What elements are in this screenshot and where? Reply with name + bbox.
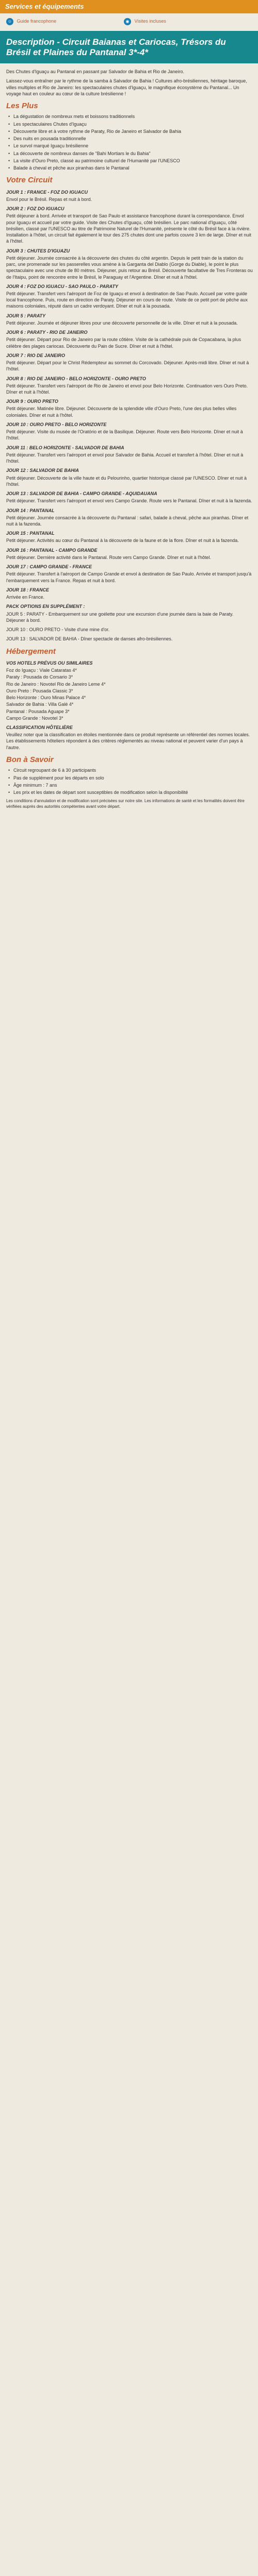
day-text: Petit déjeuner. Dernière activité dans le Pantanal. Route vers Campo Grande. Dîner et nuit à l'hôtel. — [6, 554, 211, 560]
good-to-know-title: Bon à Savoir — [6, 755, 54, 764]
guide-francophone-label: Guide francophone — [17, 19, 57, 24]
day-text: Petit déjeuner. Découverte de la ville haute et du Pelourinho, quartier historique classé par l'UNESCO. Dîner et nuit à l'hôtel. — [6, 475, 247, 487]
day-text: Petit déjeuner. Journée et déjeuner libres pour une découverte personnelle de la ville. Dîner et nuit à la pousada. — [6, 320, 238, 326]
day-title: JOUR 10 : OURO PRETO - BELO HORIZONTE — [6, 421, 107, 427]
services-header — [0, 0, 258, 13]
plus-item: • La découverte de nombreux danses de "Bahi Mortiars le du Bahia" — [13, 150, 253, 157]
day-text: Petit déjeuner. Journée consacrée à la découverte des chutes du côté argentin. Depuis le petit train de la station du parc, une promenade sur les passerelles vous amène à la Garganta del Diablo (Gorge du Diable), le point le plus spectaculaire avec une chute de 80 mètres. Déjeuner, puis retour au Brésil. Découverte facultative de Tres Fronteras ou de l'Itaipu, point de rencontre entre le Brésil, le Paraguay et l'Argentine. Dîner et nuit à l'hôtel. — [6, 255, 253, 280]
hotels-subtitle: VOS HOTELS PRÉVUS OU SIMILAIRES — [6, 660, 93, 666]
plus-item: • Le survol marqué Iguaçu brésilienne — [13, 143, 253, 149]
intro-paragraph: Laissez-vous entraîner par le rythme de la samba à Salvador de Bahia ! Cultures afro-brésiliennes, héritage baroque, villes multiples et Rio de Janeiro: les spectaculaires chutes d'Iguaçu, le magnifique écosystème du Pantanal... Un voyage haut en couleur au cœur de la culture brésilienne ! — [6, 78, 247, 96]
day-title: JOUR 15 : PANTANAL — [6, 531, 55, 536]
day-text: Arrivée en France. — [6, 595, 45, 600]
plus-item: • La dégustation de nombreux mets et boissons traditionnels — [13, 113, 253, 120]
day-block — [6, 587, 253, 600]
day-block — [6, 283, 253, 310]
day-text: Petit déjeuner. Transfert vers l'aéroport de Rio de Janeiro et envol pour Belo Horizonte. Continuation vers Ouro Preto. Dîner et nuit à l'hôtel. — [6, 383, 248, 395]
guide-francophone-badge — [6, 17, 56, 25]
visites-incluses-label: Visites incluses — [134, 19, 166, 24]
day-title: JOUR 12 : SALVADOR DE BAHIA — [6, 468, 79, 473]
extension-title: PACK OPTIONS EN SUPPLÉMENT : — [6, 604, 85, 609]
day-title: JOUR 5 : PARATY — [6, 313, 46, 318]
day-title: JOUR 13 : SALVADOR DE BAHIA - CAMPO GRANDE - AQUIDAUANA — [6, 491, 157, 497]
plus-title: Les Plus — [6, 101, 38, 111]
day-block — [6, 398, 253, 418]
day-block — [6, 547, 253, 561]
good-to-know-item: • Circuit regroupant de 6 à 30 participants — [13, 767, 253, 773]
itinerary-title: Votre Circuit — [6, 176, 53, 185]
day-block — [6, 376, 253, 396]
day-title: JOUR 9 : OURO PRETO — [6, 399, 58, 404]
good-to-know-item: • Âge minimum : 7 ans — [13, 782, 253, 788]
day-title: JOUR 2 : FOZ DO IGUACU — [6, 206, 64, 212]
hotel-item: Foz do Iguaçu : Viale Cataratas 4* — [6, 668, 77, 673]
extension-item: JOUR 10 : OURO PRETO - Visite d'une mine d'or. — [6, 627, 110, 633]
day-text: Petit déjeuner. Transfert à l'aéroport de Campo Grande et envol à destination de Sao Paulo. Arrivée et transport jusqu'à l'embarquement vers la France. Repas et nuit à bord. — [6, 571, 252, 583]
description-title: Description - Circuit Baianas et Cariocas, Trésors du Brésil et Plaines du Pantanal 3*-4* — [6, 37, 226, 57]
hotel-item: Salvador de Bahia : Villa Galé 4* — [6, 702, 74, 707]
hotels-title: Hébergement — [6, 647, 56, 656]
classification-text: Veuillez noter que la classification en étoiles mentionnée dans ce produit représente un référentiel des normes locales. Les établissements hôteliers répondent à des critères réglementés au niveau national et peuvent varier d'un pays à l'autre. — [6, 732, 250, 750]
day-block — [6, 467, 253, 487]
day-block — [6, 490, 253, 504]
plus-item: • Découverte libre et à votre rythme de Paraty, Rio de Janeiro et Salvador de Bahia — [13, 128, 253, 134]
day-title: JOUR 7 : RIO DE JANEIRO — [6, 352, 66, 358]
day-title: JOUR 16 : PANTANAL - CAMPO GRANDE — [6, 547, 98, 553]
day-title: JOUR 18 : FRANCE — [6, 587, 50, 592]
day-title: JOUR 1 : FRANCE - FOZ DO IGUACU — [6, 189, 88, 195]
hotel-item: Belo Horizonte : Ouro Minas Palace 4* — [6, 695, 86, 701]
visites-incluses-badge — [124, 17, 166, 25]
plus-item: • Les spectaculaires Chutes d'Iguaçu — [13, 121, 253, 127]
day-text: Petit déjeuner. Transfert vers l'aéroport de Foz de Iguaçu et envol à destination de Sao Paulo. Accueil par votre guide local francophone. Puis, route en direction de Paraty. Déjeuner en cours de route. Visite de ce petit port de pêche aux maisons coloniales, réputé dans un cadre verdoyant. Dîner et nuit à la pousada. — [6, 291, 248, 309]
day-title: JOUR 8 : RIO DE JANEIRO - BELO HORIZONTE - OURO PRETO — [6, 376, 146, 381]
hotel-item: Ouro Preto : Pousada Classic 3* — [6, 688, 73, 693]
itinerary-list — [6, 189, 253, 601]
page — [0, 0, 258, 810]
day-block — [6, 530, 253, 544]
plus-list — [6, 113, 253, 171]
eye-icon: ◉ — [124, 18, 131, 25]
day-text: Envol pour le Brésil. Repas et nuit à bord. — [6, 196, 92, 202]
day-text: Petit déjeuner. Activités au cœur du Pantanal à la découverte de la faune et de la flore. Dîner et nuit à la fazenda. — [6, 538, 239, 544]
good-to-know-list — [6, 767, 253, 795]
day-text: Petit déjeuner. Départ pour Rio de Janeiro par la route côtière. Visite de la cathédrale puis de Copacabana, la plus célèbre des plages cariocas. Découverte du Pain de Sucre. Dîner et nuit à l'hôtel. — [6, 337, 241, 349]
day-block — [6, 313, 253, 326]
hotels-list — [6, 667, 253, 721]
plus-item: • La visite d'Ouro Preto, classé au patrimoine culturel de l'Humanité par l'UNESCO — [13, 158, 253, 164]
good-to-know-item: • Pas de supplément pour les départs en solo — [13, 775, 253, 781]
day-title: JOUR 3 : CHUTES D'IGUAZU — [6, 248, 70, 253]
description-hero — [0, 31, 258, 63]
day-text: Petit déjeuner. Journée consacrée à la découverte du Pantanal : safari, balade à cheval, pêche aux piranhas. Dîner et nuit à la fazenda. — [6, 515, 249, 527]
day-title: JOUR 11 : BELO HORIZONTE - SALVADOR DE BAHIA — [6, 445, 124, 450]
footer-note: Les conditions d'annulation et de modification sont précisées sur notre site. Les informations de santé et les formalités doivent être vérifiées auprès des autorités compétentes avant votre départ. — [6, 799, 245, 809]
day-block — [6, 206, 253, 244]
hotel-item: Pantanal : Pousada Aguape 3* — [6, 708, 70, 714]
day-block — [6, 352, 253, 372]
day-title: JOUR 14 : PANTANAL — [6, 507, 55, 513]
good-to-know-item: • Les prix et les dates de départ sont susceptibles de modification selon la disponibilité — [13, 789, 253, 795]
person-icon: ☺ — [6, 18, 13, 25]
day-block — [6, 329, 253, 349]
day-block — [6, 421, 253, 442]
services-title: Services et équipements — [5, 3, 84, 10]
day-title: JOUR 17 : CAMPO GRANDE - FRANCE — [6, 564, 92, 570]
day-text: Petit déjeuner. Départ pour le Christ Rédempteur au sommet du Corcovado. Déjeuner. Après-midi libre. Dîner et nuit à l'hôtel. — [6, 360, 249, 372]
plus-item: • Balade à cheval et pêche aux piranhas dans le Pantanal — [13, 165, 253, 171]
day-title: JOUR 4 : FOZ DO IGUACU - SAO PAULO - PARATY — [6, 283, 119, 289]
day-text: Petit déjeuner. Transfert vers l'aéroport et envol pour Salvador de Bahia. Accueil et transfert à l'hôtel. Dîner et nuit à l'hôtel. — [6, 452, 244, 464]
day-block — [6, 248, 253, 280]
content — [0, 69, 258, 810]
day-block — [6, 564, 253, 584]
day-block — [6, 445, 253, 465]
plus-item: • Des nuits en pousada traditionnelle — [13, 135, 253, 142]
day-text: Petit déjeuner. Matinée libre. Déjeuner. Découverte de la splendide ville d'Ouro Preto, l'une des plus belles villes coloniales. Dîner et nuit à l'hôtel. — [6, 406, 237, 418]
classification-title: CLASSIFICATION HÔTELIÈRE — [6, 725, 73, 731]
day-title: JOUR 6 : PARATY - RIO DE JANEIRO — [6, 330, 88, 335]
extension-item: JOUR 13 : SALVADOR DE BAHIA - Dîner spectacle de danses afro-brésiliennes. — [6, 636, 173, 642]
intro-paragraph: Des Chutes d'Iguaçu au Pantanal en passant par Salvador de Bahia et Rio de Janeiro. — [6, 69, 184, 75]
hotel-item: Paraty : Pousada do Corsario 3* — [6, 674, 73, 680]
day-text: Petit déjeuner. Visite du musée de l'Oratório et de la Basilique. Déjeuner. Route vers Belo Horizonte. Dîner et nuit à l'hôtel. — [6, 429, 243, 441]
extension-item: JOUR 5 : PARATY - Embarquement sur une goélette pour une excursion d'une journée dans la baie de Paraty. Déjeuner à bord. — [6, 611, 234, 623]
day-block — [6, 189, 253, 202]
day-block — [6, 507, 253, 528]
day-text: Petit déjeuner. Transfert vers l'aéroport et envol vers Campo Grande. Route vers le Pantanal. Dîner et nuit à la fazenda. — [6, 498, 252, 504]
day-text: Petit déjeuner à bord. Arrivée et transport de Sao Paulo et assistance francophone durant la correspondance. Envol pour Iguaçu et accueil par votre guide. Visite des Chutes d'Iguaçu, côté brésilien. Le parc national d'Iguaçu, côté brésilien, classé par l'UNESCO au titre de Patrimoine Naturel de l'Humanité, présente le côté du Brésil face à la rivière. Installation à l'hôtel, un circuit fait également le tour des 275 chutes dont une parfois couvre 3 km de large. Dîner et nuit à l'hôtel. — [6, 213, 251, 244]
guide-row — [0, 13, 258, 31]
hotel-item: Campo Grande : Novotel 3* — [6, 715, 63, 721]
hotel-item: Rio de Janeiro : Novotel Rio de Janeiro Leme 4* — [6, 681, 106, 687]
